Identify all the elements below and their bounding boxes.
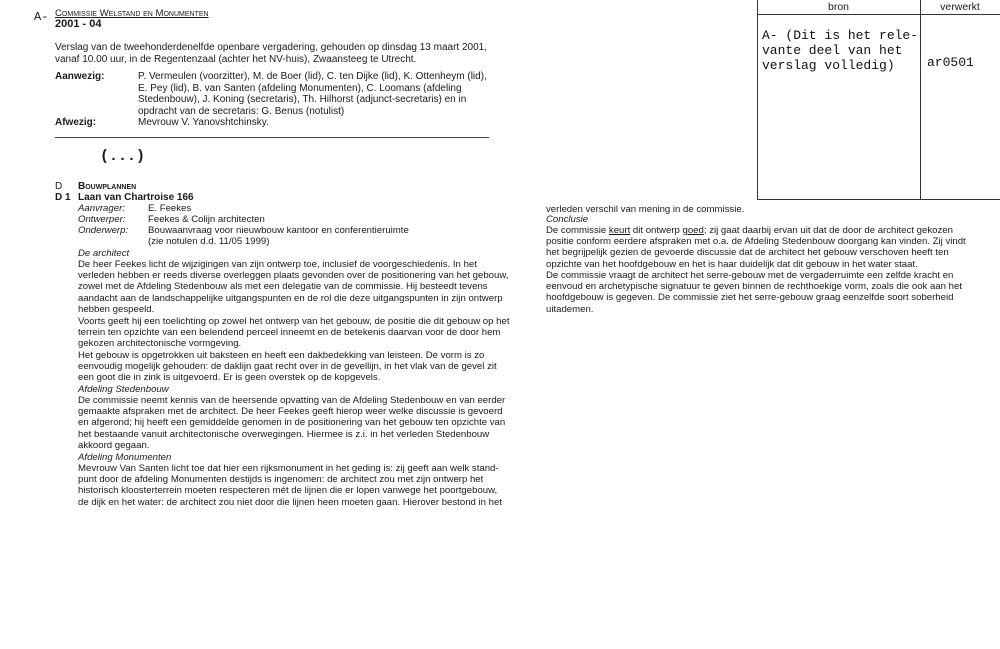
paragraph-architect-3: Het gebouw is opgetrokken uit baksteen en heeft een dakbedekking van leisteen. De vorm is zo eenvoudig mogelijk gehouden: de daklijn gaat recht over in de gevellijn, in het vlak van de gevel zit een goot die in zink is uitgevoerd. Er is geen overstek op de kopgevels. xyxy=(78,350,497,384)
meta-label-designer: Ontwerper: xyxy=(78,214,126,225)
conclusie-text-start: De commissie xyxy=(546,225,609,236)
meta-label-applicant: Aanvrager: xyxy=(78,203,125,214)
present-list: P. Vermeulen (voorzitter), M. de Boer (lid), C. ten Dijke (lid), K. Ottenheym (lid), E. Pey (lid), B. van Santen (afdeling Monumenten), C. Loomans (afdeling Stedenbouw), J. Koning (secretaris), Th. Hilhorst (adjunct-secretaris) en in opdracht van de secretaris: G. Benus (notulist) xyxy=(138,71,487,117)
item-title: Laan van Chartroise 166 xyxy=(78,192,194,203)
conclusie-goed: goed xyxy=(682,225,704,236)
report-intro: Verslag van de tweehonderdenelfde openbare vergadering, gehouden op dinsdag 13 maart 2001, vanaf 10.00 uur, in de Regentenzaal (achter het NV-huis), Zwaansteeg te Utrecht. xyxy=(55,42,487,65)
heading-architect: De architect xyxy=(78,248,130,259)
column-header-bron: bron xyxy=(827,1,849,13)
omission-marker: (...) xyxy=(100,148,146,165)
paragraph-stedenbouw: De commissie neemt kennis van de heersende opvatting van de Afdeling Stedenbouw en van eerder gemaakte afspraken met de architect. De heer Feekes geeft hierop weer welke discussie is gevoerd en afgerond; hij heeft een gemiddelde genomen in de positionering van het gebouw ten opzichte van het bestaande vanuit architectonische overwegingen. Hiermee is z.i. in het verleden Stedenbouw akkoord gegaan. xyxy=(78,395,506,451)
conclusie-text-mid: dit ontwerp xyxy=(630,225,683,236)
archive-code: ar0501 xyxy=(927,55,974,70)
paragraph-monumenten: Mevrouw Van Santen licht toe dat hier een rijksmonument in het geding is: zij geeft aan welk stand-punt door de afdeling Monumenten destijds is ingenomen: de architect zou met zijn ontwerp het historisch kloosterterrein moeten respecteren mét de lijnen die er lopen vanwege het poortgebouw, de dijk en het water: de architect zou niet door die lijnen heen moeten gaan. Hierover bestond in het xyxy=(78,463,502,508)
header-divider xyxy=(55,137,489,138)
section-title: Bouwplannen xyxy=(78,181,137,192)
meta-value-applicant: E. Feekes xyxy=(148,203,192,214)
absent-label: Afwezig: xyxy=(55,117,97,128)
absent-list: Mevrouw V. Yanovshtchinsky. xyxy=(138,117,269,128)
paragraph-architect-2: Voorts geeft hij een toelichting op zowel het ontwerp van het gebouw, de positie die dit gebouw op het terrein ten opzichte van een belendend perceel inneemt en de betekenis daarvan voor de door hem gekozen architectonische vormgeving. xyxy=(78,316,510,350)
present-label: Aanwezig: xyxy=(55,71,105,82)
meta-label-subject: Onderwerp: xyxy=(78,225,129,236)
heading-conclusie: Conclusie xyxy=(546,214,589,225)
margin-marker: A- xyxy=(34,10,49,24)
meta-value-subject: Bouwaanvraag voor nieuwbouw kantoor en conferentieruimte xyxy=(148,225,409,236)
report-number: 2001 - 04 xyxy=(55,18,102,30)
item-code: D 1 xyxy=(55,192,71,203)
meta-value-reference: (zie notulen d.d. 11/05 1999) xyxy=(148,236,270,247)
heading-stedenbouw: Afdeling Stedenbouw xyxy=(78,384,169,395)
paragraph-conclusie-1 xyxy=(546,225,966,270)
section-code: D xyxy=(55,181,63,192)
commission-name: Commissie Welstand en Monumenten xyxy=(55,8,209,19)
column-header-verwerkt: verwerkt xyxy=(940,1,980,13)
paragraph-conclusie-2: De commissie vraagt de architect het serre-gebouw met de vergaderruimte een zelfde kracht en eenvoud en archetypische signatuur te geven binnen de rechthoekige vorm, zoals die ook aan het hoofdgebouw is gegeven. De commissie ziet het serre-gebouw graag eenzelfde soort soberheid uitademen. xyxy=(546,270,963,315)
source-box-header-line xyxy=(757,14,1000,15)
source-note: A- (Dit is het rele-vante deel van het verslag volledig) xyxy=(762,28,919,73)
paragraph-architect-1: De heer Feekes licht de wijzigingen van zijn ontwerp toe, inclusief de voorgeschiedenis. In het verleden hebben er reeds diverse overleggen plaats gevonden over de positionering van het gebouw, zowel met de Afdeling Stedenbouw als met een delegatie van de commissie. Hij besteedt tevens aandacht aan de landschappelijke uitgangspunten en de rol die deze uitgangspunten in zijn ontwerp hebben gespeeld. xyxy=(78,259,509,315)
meta-value-designer: Feekes & Colijn architecten xyxy=(148,214,265,225)
conclusie-text-end: ; zij gaat daarbij ervan uit dat de door de architect gekozen positie conform eerdere afspraken met o.a. de Afdeling Stedenbouw doorgang kan vinden. Zij vindt het begrijpelijk gezien de gevoerde discussie dat de architect het gebouw verschoven heeft ten opzichte van het hoofdgebouw en het is haar duidelijk dat dit gebouw in het water staat. xyxy=(546,225,966,270)
paragraph-monumenten-continued: verleden verschil van mening in de commissie. xyxy=(546,204,745,215)
heading-monumenten: Afdeling Monumenten xyxy=(78,452,172,463)
conclusie-keurt: keurt xyxy=(608,225,631,236)
